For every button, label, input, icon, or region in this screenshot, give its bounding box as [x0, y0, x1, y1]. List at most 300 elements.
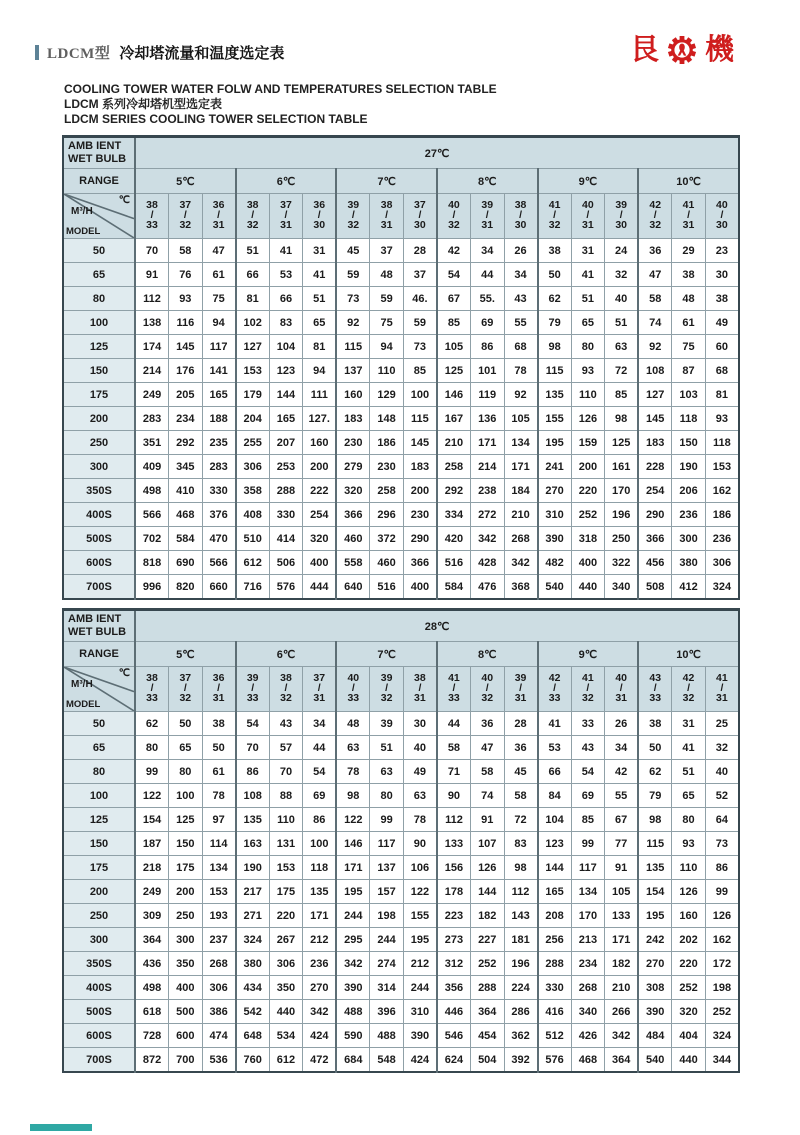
flow-value-cell: 83: [504, 832, 538, 856]
flow-value-cell: 58: [504, 784, 538, 808]
range-value: 7℃: [336, 169, 437, 194]
flow-value-cell: 118: [705, 431, 739, 455]
flow-value-cell: 314: [370, 976, 404, 1000]
model-cell: 80: [63, 287, 135, 311]
flow-value-cell: 440: [571, 575, 605, 600]
flow-value-cell: 34: [605, 736, 639, 760]
flow-value-cell: 872: [135, 1048, 169, 1073]
flow-value-cell: 163: [236, 832, 270, 856]
flow-value-cell: 196: [605, 503, 639, 527]
flow-value-cell: 516: [370, 575, 404, 600]
flow-value-cell: 123: [538, 832, 572, 856]
flow-value-cell: 320: [672, 1000, 706, 1024]
flow-value-cell: 234: [571, 952, 605, 976]
flow-value-cell: 296: [370, 503, 404, 527]
table-row: [63, 407, 739, 431]
flow-value-cell: 46.: [403, 287, 437, 311]
flow-value-cell: 500: [169, 1000, 203, 1024]
flow-value-cell: 171: [336, 856, 370, 880]
model-cell: 600S: [63, 1024, 135, 1048]
flow-value-cell: 73: [403, 335, 437, 359]
flow-value-cell: 133: [437, 832, 471, 856]
inlet-outlet-temps: 37 / 30: [403, 194, 437, 239]
inlet-outlet-temps: 37 / 31: [303, 667, 337, 712]
flow-value-cell: 306: [269, 952, 303, 976]
flow-value-cell: 65: [571, 311, 605, 335]
flow-value-cell: 126: [470, 856, 504, 880]
flow-value-cell: 210: [504, 503, 538, 527]
flow-value-cell: 91: [470, 808, 504, 832]
flow-value-cell: 110: [370, 359, 404, 383]
flow-value-cell: 44: [303, 736, 337, 760]
flow-value-cell: 590: [336, 1024, 370, 1048]
flow-value-cell: 283: [135, 407, 169, 431]
model-cell: 400S: [63, 503, 135, 527]
flow-value-cell: 214: [470, 455, 504, 479]
inlet-outlet-temps: 38 / 30: [504, 194, 538, 239]
flow-value-cell: 176: [169, 359, 203, 383]
flow-value-cell: 390: [638, 1000, 672, 1024]
footer-accent-bar: [30, 1124, 92, 1131]
flow-value-cell: 65: [303, 311, 337, 335]
flow-value-cell: 115: [336, 335, 370, 359]
flow-value-cell: 618: [135, 1000, 169, 1024]
flow-value-cell: 230: [370, 455, 404, 479]
flow-value-cell: 400: [571, 551, 605, 575]
flow-value-cell: 454: [470, 1024, 504, 1048]
flow-value-cell: 267: [269, 928, 303, 952]
flow-value-cell: 112: [135, 287, 169, 311]
flow-value-cell: 80: [135, 736, 169, 760]
flow-value-cell: 212: [303, 928, 337, 952]
model-cell: 350S: [63, 952, 135, 976]
flow-value-cell: 236: [705, 527, 739, 551]
flow-value-cell: 217: [236, 880, 270, 904]
flow-value-cell: 344: [705, 1048, 739, 1073]
model-series-label: LDCM型: [47, 46, 111, 62]
title-accent-bar: [35, 45, 39, 60]
flow-value-cell: 193: [202, 904, 236, 928]
inlet-outlet-temps: 37 / 31: [269, 194, 303, 239]
flow-value-cell: 456: [638, 551, 672, 575]
flow-value-cell: 146: [437, 383, 471, 407]
flow-value-cell: 99: [135, 760, 169, 784]
flow-value-cell: 145: [169, 335, 203, 359]
range-label: RANGE: [63, 642, 135, 667]
flow-value-cell: 274: [370, 952, 404, 976]
flow-value-cell: 224: [504, 976, 538, 1000]
flow-value-cell: 200: [571, 455, 605, 479]
flow-value-cell: 162: [705, 479, 739, 503]
flow-value-cell: 648: [236, 1024, 270, 1048]
flow-value-cell: 55: [504, 311, 538, 335]
flow-value-cell: 52: [705, 784, 739, 808]
flow-value-cell: 290: [403, 527, 437, 551]
flow-value-cell: 63: [605, 335, 639, 359]
flow-value-cell: 424: [303, 1024, 337, 1048]
flow-value-cell: 242: [638, 928, 672, 952]
flow-value-cell: 171: [504, 455, 538, 479]
flow-value-cell: 91: [605, 856, 639, 880]
flow-value-cell: 195: [403, 928, 437, 952]
flow-value-cell: 996: [135, 575, 169, 600]
flow-value-cell: 716: [236, 575, 270, 600]
flow-value-cell: 279: [336, 455, 370, 479]
flow-value-cell: 566: [135, 503, 169, 527]
flow-value-cell: 80: [672, 808, 706, 832]
flow-value-cell: 308: [638, 976, 672, 1000]
flow-value-cell: 426: [571, 1024, 605, 1048]
flow-value-cell: 358: [236, 479, 270, 503]
flow-value-cell: 75: [370, 311, 404, 335]
flow-value-cell: 183: [638, 431, 672, 455]
inlet-outlet-temps: 39 / 33: [236, 667, 270, 712]
flow-value-cell: 364: [605, 1048, 639, 1073]
flow-value-cell: 288: [269, 479, 303, 503]
flow-value-cell: 125: [605, 431, 639, 455]
inlet-outlet-temps: 38 / 33: [135, 667, 169, 712]
flow-value-cell: 223: [437, 904, 471, 928]
flow-value-cell: 69: [470, 311, 504, 335]
flow-value-cell: 178: [437, 880, 471, 904]
flow-value-cell: 135: [538, 383, 572, 407]
flow-value-cell: 470: [202, 527, 236, 551]
corner-header-cell: [63, 667, 135, 712]
range-label: RANGE: [63, 169, 135, 194]
flow-value-cell: 81: [705, 383, 739, 407]
flow-value-cell: 94: [303, 359, 337, 383]
flow-value-cell: 320: [303, 527, 337, 551]
flow-value-cell: 820: [169, 575, 203, 600]
flow-value-cell: 125: [169, 808, 203, 832]
flow-value-cell: 534: [269, 1024, 303, 1048]
flow-value-cell: 292: [437, 479, 471, 503]
ambient-temperature-value: 28℃: [135, 610, 739, 642]
flow-value-cell: 504: [470, 1048, 504, 1073]
flow-value-cell: 118: [303, 856, 337, 880]
flow-value-cell: 78: [504, 359, 538, 383]
flow-value-cell: 236: [672, 503, 706, 527]
flow-value-cell: 41: [269, 239, 303, 263]
flow-value-cell: 266: [605, 1000, 639, 1024]
flow-value-cell: 61: [672, 311, 706, 335]
flow-value-cell: 65: [169, 736, 203, 760]
flow-value-cell: 51: [236, 239, 270, 263]
flow-value-cell: 690: [169, 551, 203, 575]
flow-value-cell: 268: [202, 952, 236, 976]
flow-value-cell: 94: [202, 311, 236, 335]
flow-value-cell: 98: [638, 808, 672, 832]
flow-value-cell: 171: [303, 904, 337, 928]
flow-value-cell: 65: [672, 784, 706, 808]
flow-value-cell: 153: [705, 455, 739, 479]
flow-value-cell: 195: [538, 431, 572, 455]
flow-value-cell: 558: [336, 551, 370, 575]
range-value: 7℃: [336, 642, 437, 667]
inlet-outlet-temps: 40 / 31: [605, 667, 639, 712]
flow-value-cell: 474: [202, 1024, 236, 1048]
flow-value-cell: 218: [135, 856, 169, 880]
flow-value-cell: 34: [470, 239, 504, 263]
flow-value-cell: 78: [202, 784, 236, 808]
flow-value-cell: 117: [370, 832, 404, 856]
flow-value-cell: 230: [403, 503, 437, 527]
subtitle-english-2: LDCM SERIES COOLING TOWER SELECTION TABLE: [64, 112, 368, 127]
model-cell: 600S: [63, 551, 135, 575]
flow-value-cell: 440: [672, 1048, 706, 1073]
flow-value-cell: 70: [236, 736, 270, 760]
flow-value-cell: 342: [336, 952, 370, 976]
flow-value-cell: 50: [538, 263, 572, 287]
inlet-outlet-temps: 37 / 32: [169, 667, 203, 712]
flow-value-cell: 206: [672, 479, 706, 503]
flow-value-cell: 540: [538, 575, 572, 600]
flow-value-cell: 28: [403, 239, 437, 263]
flow-value-cell: 48: [672, 287, 706, 311]
flow-value-cell: 117: [202, 335, 236, 359]
flow-value-cell: 38: [538, 239, 572, 263]
flow-value-cell: 250: [605, 527, 639, 551]
flow-value-cell: 212: [403, 952, 437, 976]
flow-value-cell: 34: [504, 263, 538, 287]
flow-value-cell: 472: [303, 1048, 337, 1073]
flow-value-cell: 273: [437, 928, 471, 952]
table-row: [63, 335, 739, 359]
table-row: [63, 880, 739, 904]
flow-value-cell: 74: [638, 311, 672, 335]
model-cell: 175: [63, 383, 135, 407]
model-cell: 200: [63, 880, 135, 904]
flow-value-cell: 396: [370, 1000, 404, 1024]
flow-value-cell: 576: [269, 575, 303, 600]
flow-value-cell: 100: [403, 383, 437, 407]
flow-value-cell: 66: [269, 287, 303, 311]
table-row: [63, 1048, 739, 1073]
flow-value-cell: 238: [470, 479, 504, 503]
flow-value-cell: 73: [336, 287, 370, 311]
flow-value-cell: 92: [504, 383, 538, 407]
flow-value-cell: 324: [705, 1024, 739, 1048]
flow-value-cell: 138: [135, 311, 169, 335]
flow-value-cell: 364: [135, 928, 169, 952]
flow-value-cell: 36: [470, 712, 504, 736]
flow-value-cell: 351: [135, 431, 169, 455]
flow-value-cell: 51: [672, 760, 706, 784]
model-cell: 350S: [63, 479, 135, 503]
flow-value-cell: 244: [336, 904, 370, 928]
flow-value-cell: 512: [538, 1024, 572, 1048]
flow-value-cell: 38: [202, 712, 236, 736]
flow-value-cell: 145: [403, 431, 437, 455]
flow-value-cell: 41: [303, 263, 337, 287]
flow-value-cell: 43: [269, 712, 303, 736]
flow-value-cell: 214: [135, 359, 169, 383]
flow-value-cell: 86: [236, 760, 270, 784]
flow-value-cell: 270: [538, 479, 572, 503]
model-cell: 80: [63, 760, 135, 784]
flow-value-cell: 320: [336, 479, 370, 503]
flow-value-cell: 131: [269, 832, 303, 856]
flow-value-cell: 119: [470, 383, 504, 407]
flow-value-cell: 576: [538, 1048, 572, 1073]
flow-value-cell: 114: [202, 832, 236, 856]
flow-value-cell: 612: [269, 1048, 303, 1073]
flow-value-cell: 272: [470, 503, 504, 527]
inlet-outlet-temps: 38 / 31: [370, 194, 404, 239]
flow-value-cell: 66: [538, 760, 572, 784]
flow-value-cell: 86: [470, 335, 504, 359]
flow-value-cell: 400: [403, 575, 437, 600]
flow-value-cell: 115: [403, 407, 437, 431]
flow-value-cell: 122: [336, 808, 370, 832]
temperature-unit-label: ℃: [118, 195, 130, 206]
flow-value-cell: 61: [202, 760, 236, 784]
flow-value-cell: 760: [236, 1048, 270, 1073]
inlet-outlet-temps: 38 / 31: [403, 667, 437, 712]
flow-value-cell: 107: [470, 832, 504, 856]
flow-value-cell: 127.: [303, 407, 337, 431]
flow-value-cell: 92: [638, 335, 672, 359]
flow-value-cell: 548: [370, 1048, 404, 1073]
flow-value-cell: 105: [605, 880, 639, 904]
flow-value-cell: 428: [470, 551, 504, 575]
inlet-outlet-temps: 39 / 30: [605, 194, 639, 239]
flow-value-cell: 187: [135, 832, 169, 856]
flow-value-cell: 32: [705, 736, 739, 760]
flow-value-cell: 102: [236, 311, 270, 335]
flow-value-cell: 91: [135, 263, 169, 287]
flow-value-cell: 48: [370, 263, 404, 287]
flow-value-cell: 235: [202, 431, 236, 455]
flow-value-cell: 309: [135, 904, 169, 928]
flow-value-cell: 59: [403, 311, 437, 335]
range-value: 5℃: [135, 169, 236, 194]
model-cell: 100: [63, 784, 135, 808]
flow-value-cell: 227: [470, 928, 504, 952]
flow-value-cell: 54: [571, 760, 605, 784]
flow-value-cell: 110: [672, 856, 706, 880]
model-label: MODEL: [66, 226, 101, 237]
flow-value-cell: 47: [638, 263, 672, 287]
flow-value-cell: 157: [370, 880, 404, 904]
inlet-outlet-temps: 40 / 32: [437, 194, 471, 239]
flow-value-cell: 208: [538, 904, 572, 928]
flow-value-cell: 47: [202, 239, 236, 263]
flow-value-cell: 26: [504, 239, 538, 263]
flow-value-cell: 104: [538, 808, 572, 832]
flow-value-cell: 213: [571, 928, 605, 952]
page-title: [35, 42, 284, 63]
flow-value-cell: 288: [538, 952, 572, 976]
table-row: [63, 503, 739, 527]
temperature-unit-label: ℃: [118, 668, 130, 679]
flow-value-cell: 144: [269, 383, 303, 407]
flow-value-cell: 31: [672, 712, 706, 736]
flow-value-cell: 51: [303, 287, 337, 311]
flow-value-cell: 165: [202, 383, 236, 407]
model-cell: 150: [63, 359, 135, 383]
flow-value-cell: 228: [638, 455, 672, 479]
flow-value-cell: 440: [269, 1000, 303, 1024]
flow-value-cell: 153: [236, 359, 270, 383]
flow-value-cell: 41: [538, 712, 572, 736]
flow-value-cell: 54: [303, 760, 337, 784]
subtitle-english-1: COOLING TOWER WATER FOLW AND TEMPERATURES SELECTION TABLE: [64, 82, 497, 96]
flow-value-cell: 93: [672, 832, 706, 856]
flow-value-cell: 78: [336, 760, 370, 784]
flow-value-cell: 40: [605, 287, 639, 311]
flow-value-cell: 71: [437, 760, 471, 784]
flow-value-cell: 190: [672, 455, 706, 479]
model-label: MODEL: [66, 699, 101, 710]
flow-value-cell: 295: [336, 928, 370, 952]
model-cell: 125: [63, 335, 135, 359]
flow-value-cell: 300: [672, 527, 706, 551]
flow-value-cell: 51: [571, 287, 605, 311]
flow-value-cell: 125: [437, 359, 471, 383]
flow-value-cell: 183: [336, 407, 370, 431]
flow-unit-label: M³/H: [71, 679, 93, 690]
flow-value-cell: 81: [236, 287, 270, 311]
flow-value-cell: 165: [269, 407, 303, 431]
flow-value-cell: 77: [605, 832, 639, 856]
flow-value-cell: 488: [336, 1000, 370, 1024]
flow-value-cell: 484: [638, 1024, 672, 1048]
flow-value-cell: 684: [336, 1048, 370, 1073]
flow-value-cell: 148: [370, 407, 404, 431]
flow-value-cell: 268: [504, 527, 538, 551]
flow-value-cell: 340: [571, 1000, 605, 1024]
corner-header-cell: [63, 194, 135, 239]
flow-value-cell: 198: [705, 976, 739, 1000]
flow-value-cell: 33: [571, 712, 605, 736]
flow-value-cell: 68: [504, 335, 538, 359]
flow-value-cell: 62: [638, 760, 672, 784]
table-row: [63, 784, 739, 808]
flow-value-cell: 160: [336, 383, 370, 407]
flow-value-cell: 506: [269, 551, 303, 575]
flow-value-cell: 330: [538, 976, 572, 1000]
flow-value-cell: 436: [135, 952, 169, 976]
flow-value-cell: 171: [470, 431, 504, 455]
flow-value-cell: 105: [437, 335, 471, 359]
flow-value-cell: 546: [437, 1024, 471, 1048]
flow-value-cell: 118: [672, 407, 706, 431]
model-cell: 300: [63, 455, 135, 479]
flow-value-cell: 101: [470, 359, 504, 383]
range-value: 9℃: [538, 642, 639, 667]
flow-value-cell: 44: [470, 263, 504, 287]
flow-value-cell: 202: [672, 928, 706, 952]
flow-value-cell: 135: [303, 880, 337, 904]
flow-value-cell: 540: [638, 1048, 672, 1073]
flow-value-cell: 42: [605, 760, 639, 784]
model-cell: 100: [63, 311, 135, 335]
flow-value-cell: 660: [202, 575, 236, 600]
flow-value-cell: 356: [437, 976, 471, 1000]
flow-value-cell: 143: [504, 904, 538, 928]
model-cell: 125: [63, 808, 135, 832]
table-row: [63, 1024, 739, 1048]
flow-value-cell: 43: [504, 287, 538, 311]
flow-value-cell: 63: [370, 760, 404, 784]
flow-value-cell: 135: [236, 808, 270, 832]
flow-value-cell: 37: [403, 263, 437, 287]
flow-value-cell: 340: [605, 575, 639, 600]
inlet-outlet-temps: 42 / 33: [538, 667, 572, 712]
selection-table: [62, 608, 740, 1073]
flow-value-cell: 204: [236, 407, 270, 431]
